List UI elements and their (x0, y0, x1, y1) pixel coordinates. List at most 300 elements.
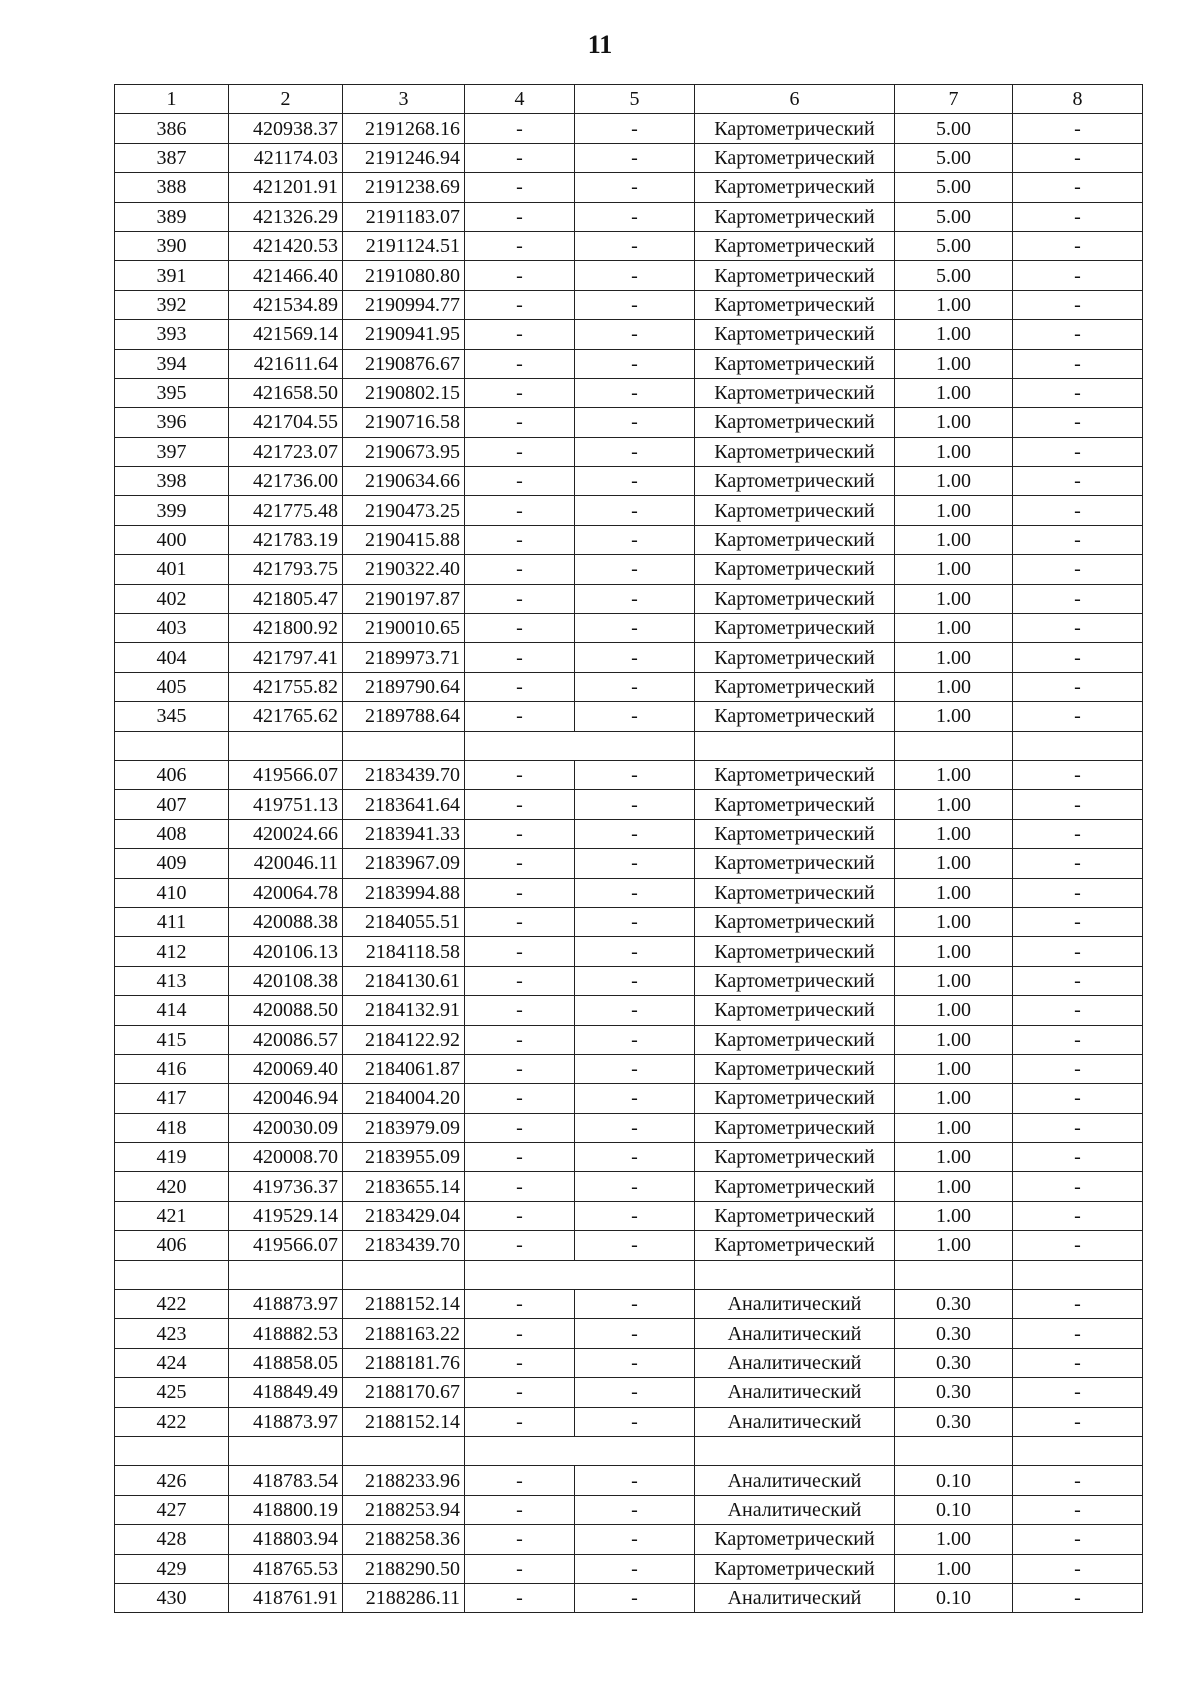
x-coordinate: 418858.05 (229, 1348, 343, 1377)
table-row (115, 1554, 1143, 1583)
x-coordinate: 418761.91 (229, 1583, 343, 1612)
method: Картометрический (695, 1113, 895, 1142)
col-4: - (465, 114, 575, 143)
table-row (115, 1290, 1143, 1319)
col-8: - (1013, 231, 1143, 260)
col-5: - (575, 1554, 695, 1583)
x-coordinate: 421723.07 (229, 437, 343, 466)
col-5: - (575, 907, 695, 936)
method: Картометрический (695, 114, 895, 143)
col-8: - (1013, 143, 1143, 172)
col-4: - (465, 1143, 575, 1172)
col-5: - (575, 966, 695, 995)
x-coordinate: 421466.40 (229, 261, 343, 290)
table-row (115, 1583, 1143, 1612)
y-coordinate: 2188170.67 (343, 1378, 465, 1407)
col-8: - (1013, 1525, 1143, 1554)
x-coordinate: 420008.70 (229, 1143, 343, 1172)
accuracy: 1.00 (895, 996, 1013, 1025)
accuracy: 1.00 (895, 760, 1013, 789)
x-coordinate: 419529.14 (229, 1201, 343, 1230)
accuracy: 1.00 (895, 290, 1013, 319)
x-coordinate: 420024.66 (229, 819, 343, 848)
col-5: - (575, 1348, 695, 1377)
table-row (115, 1054, 1143, 1083)
col-5: - (575, 437, 695, 466)
x-coordinate: 421174.03 (229, 143, 343, 172)
y-coordinate: 2191268.16 (343, 114, 465, 143)
point-number: 387 (115, 143, 229, 172)
method: Картометрический (695, 966, 895, 995)
col-4: - (465, 408, 575, 437)
accuracy: 1.00 (895, 1025, 1013, 1054)
col-4: - (465, 584, 575, 613)
col-5: - (575, 525, 695, 554)
accuracy: 1.00 (895, 907, 1013, 936)
y-coordinate: 2189788.64 (343, 702, 465, 731)
col-5: - (575, 143, 695, 172)
col-4: - (465, 1466, 575, 1495)
method: Картометрический (695, 231, 895, 260)
x-coordinate: 419566.07 (229, 1231, 343, 1260)
col-8: - (1013, 1172, 1143, 1201)
x-coordinate: 420088.50 (229, 996, 343, 1025)
point-number: 403 (115, 614, 229, 643)
method: Картометрический (695, 702, 895, 731)
accuracy: 1.00 (895, 878, 1013, 907)
method: Картометрический (695, 408, 895, 437)
x-coordinate: 420088.38 (229, 907, 343, 936)
column-header: 5 (575, 85, 695, 114)
method: Картометрический (695, 1143, 895, 1172)
method: Картометрический (695, 349, 895, 378)
x-coordinate: 418873.97 (229, 1407, 343, 1436)
col-4: - (465, 1348, 575, 1377)
method: Картометрический (695, 143, 895, 172)
x-coordinate: 420064.78 (229, 878, 343, 907)
y-coordinate: 2190634.66 (343, 467, 465, 496)
col-4: - (465, 643, 575, 672)
table-row (115, 349, 1143, 378)
method: Картометрический (695, 525, 895, 554)
method: Аналитический (695, 1407, 895, 1436)
col-8: - (1013, 1466, 1143, 1495)
col-5: - (575, 1054, 695, 1083)
col-5: - (575, 819, 695, 848)
table-row (115, 1201, 1143, 1230)
col-5: - (575, 290, 695, 319)
col-4: - (465, 1113, 575, 1142)
col-4: - (465, 849, 575, 878)
col-5: - (575, 1143, 695, 1172)
method: Аналитический (695, 1348, 895, 1377)
method: Картометрический (695, 996, 895, 1025)
x-coordinate: 418765.53 (229, 1554, 343, 1583)
table-row (115, 437, 1143, 466)
col-5: - (575, 937, 695, 966)
col-4: - (465, 525, 575, 554)
x-coordinate: 421775.48 (229, 496, 343, 525)
table-row (115, 996, 1143, 1025)
table-row (115, 760, 1143, 789)
y-coordinate: 2190941.95 (343, 320, 465, 349)
point-number: 407 (115, 790, 229, 819)
point-number: 386 (115, 114, 229, 143)
y-coordinate: 2190994.77 (343, 290, 465, 319)
table-row (115, 1231, 1143, 1260)
col-8: - (1013, 467, 1143, 496)
y-coordinate: 2184130.61 (343, 966, 465, 995)
y-coordinate: 2183979.09 (343, 1113, 465, 1142)
col-4: - (465, 1025, 575, 1054)
point-number: 399 (115, 496, 229, 525)
y-coordinate: 2190197.87 (343, 584, 465, 613)
x-coordinate: 421755.82 (229, 672, 343, 701)
col-8: - (1013, 672, 1143, 701)
col-5: - (575, 378, 695, 407)
col-8: - (1013, 1583, 1143, 1612)
separator-cell (895, 1260, 1013, 1289)
accuracy: 5.00 (895, 261, 1013, 290)
separator-cell (229, 731, 343, 760)
table-row (115, 584, 1143, 613)
method: Картометрический (695, 760, 895, 789)
accuracy: 1.00 (895, 966, 1013, 995)
method: Картометрический (695, 467, 895, 496)
method: Картометрический (695, 555, 895, 584)
x-coordinate: 418803.94 (229, 1525, 343, 1554)
col-8: - (1013, 261, 1143, 290)
col-5: - (575, 1172, 695, 1201)
col-8: - (1013, 1054, 1143, 1083)
col-4: - (465, 937, 575, 966)
col-4: - (465, 819, 575, 848)
accuracy: 1.00 (895, 1231, 1013, 1260)
point-number: 388 (115, 173, 229, 202)
accuracy: 1.00 (895, 437, 1013, 466)
col-4: - (465, 1554, 575, 1583)
x-coordinate: 421805.47 (229, 584, 343, 613)
separator-cell (115, 1436, 229, 1465)
table-row (115, 261, 1143, 290)
y-coordinate: 2188152.14 (343, 1407, 465, 1436)
col-4: - (465, 261, 575, 290)
method: Картометрический (695, 584, 895, 613)
col-4: - (465, 1319, 575, 1348)
separator-cell (229, 1436, 343, 1465)
x-coordinate: 421201.91 (229, 173, 343, 202)
accuracy: 1.00 (895, 408, 1013, 437)
y-coordinate: 2190322.40 (343, 555, 465, 584)
coordinates-table (114, 84, 1143, 1613)
col-5: - (575, 1583, 695, 1612)
accuracy: 1.00 (895, 555, 1013, 584)
method: Картометрический (695, 937, 895, 966)
header-row (115, 85, 1143, 114)
col-8: - (1013, 1407, 1143, 1436)
table-row (115, 1319, 1143, 1348)
accuracy: 1.00 (895, 1113, 1013, 1142)
col-4: - (465, 1525, 575, 1554)
accuracy: 1.00 (895, 467, 1013, 496)
col-8: - (1013, 584, 1143, 613)
col-5: - (575, 496, 695, 525)
y-coordinate: 2188163.22 (343, 1319, 465, 1348)
table-row (115, 202, 1143, 231)
x-coordinate: 421611.64 (229, 349, 343, 378)
y-coordinate: 2184055.51 (343, 907, 465, 936)
point-number: 428 (115, 1525, 229, 1554)
x-coordinate: 420106.13 (229, 937, 343, 966)
table-row (115, 114, 1143, 143)
point-number: 430 (115, 1583, 229, 1612)
table-row (115, 1172, 1143, 1201)
x-coordinate: 418783.54 (229, 1466, 343, 1495)
col-4: - (465, 1084, 575, 1113)
point-number: 395 (115, 378, 229, 407)
point-number: 393 (115, 320, 229, 349)
separator-cell (465, 731, 695, 760)
point-number: 404 (115, 643, 229, 672)
accuracy: 0.10 (895, 1583, 1013, 1612)
separator-cell (229, 1260, 343, 1289)
col-5: - (575, 349, 695, 378)
y-coordinate: 2191246.94 (343, 143, 465, 172)
y-coordinate: 2183941.33 (343, 819, 465, 848)
col-4: - (465, 1054, 575, 1083)
separator-row (115, 1260, 1143, 1289)
method: Аналитический (695, 1319, 895, 1348)
x-coordinate: 421704.55 (229, 408, 343, 437)
table-row (115, 1495, 1143, 1524)
col-5: - (575, 996, 695, 1025)
y-coordinate: 2191183.07 (343, 202, 465, 231)
separator-row (115, 1436, 1143, 1465)
table-row (115, 878, 1143, 907)
col-8: - (1013, 1143, 1143, 1172)
col-8: - (1013, 1025, 1143, 1054)
table-row (115, 143, 1143, 172)
point-number: 422 (115, 1407, 229, 1436)
col-8: - (1013, 1495, 1143, 1524)
y-coordinate: 2184122.92 (343, 1025, 465, 1054)
x-coordinate: 421569.14 (229, 320, 343, 349)
table-row (115, 790, 1143, 819)
table-row (115, 555, 1143, 584)
col-5: - (575, 1466, 695, 1495)
accuracy: 1.00 (895, 320, 1013, 349)
accuracy: 5.00 (895, 231, 1013, 260)
col-5: - (575, 643, 695, 672)
x-coordinate: 420086.57 (229, 1025, 343, 1054)
x-coordinate: 419751.13 (229, 790, 343, 819)
point-number: 423 (115, 1319, 229, 1348)
x-coordinate: 421793.75 (229, 555, 343, 584)
col-8: - (1013, 1113, 1143, 1142)
x-coordinate: 421765.62 (229, 702, 343, 731)
method: Картометрический (695, 1201, 895, 1230)
point-number: 345 (115, 702, 229, 731)
accuracy: 1.00 (895, 672, 1013, 701)
accuracy: 1.00 (895, 1525, 1013, 1554)
table-row (115, 378, 1143, 407)
point-number: 422 (115, 1290, 229, 1319)
y-coordinate: 2190802.15 (343, 378, 465, 407)
table-body (115, 114, 1143, 1613)
col-8: - (1013, 437, 1143, 466)
method: Картометрический (695, 378, 895, 407)
column-header: 1 (115, 85, 229, 114)
method: Картометрический (695, 290, 895, 319)
col-4: - (465, 1583, 575, 1612)
col-8: - (1013, 202, 1143, 231)
y-coordinate: 2190876.67 (343, 349, 465, 378)
x-coordinate: 421420.53 (229, 231, 343, 260)
method: Картометрический (695, 819, 895, 848)
method: Аналитический (695, 1583, 895, 1612)
point-number: 429 (115, 1554, 229, 1583)
x-coordinate: 418873.97 (229, 1290, 343, 1319)
x-coordinate: 419566.07 (229, 760, 343, 789)
table-row (115, 1407, 1143, 1436)
x-coordinate: 421797.41 (229, 643, 343, 672)
separator-row (115, 731, 1143, 760)
col-8: - (1013, 1231, 1143, 1260)
table-row (115, 1143, 1143, 1172)
col-4: - (465, 320, 575, 349)
table-row (115, 1348, 1143, 1377)
method: Картометрический (695, 643, 895, 672)
table-row (115, 1466, 1143, 1495)
col-5: - (575, 790, 695, 819)
col-5: - (575, 1084, 695, 1113)
col-5: - (575, 261, 695, 290)
accuracy: 1.00 (895, 1143, 1013, 1172)
accuracy: 1.00 (895, 849, 1013, 878)
column-header: 7 (895, 85, 1013, 114)
col-8: - (1013, 1319, 1143, 1348)
col-5: - (575, 1113, 695, 1142)
col-5: - (575, 1495, 695, 1524)
method: Аналитический (695, 1290, 895, 1319)
col-8: - (1013, 966, 1143, 995)
method: Картометрический (695, 1054, 895, 1083)
col-8: - (1013, 1348, 1143, 1377)
y-coordinate: 2183655.14 (343, 1172, 465, 1201)
accuracy: 1.00 (895, 819, 1013, 848)
col-8: - (1013, 173, 1143, 202)
table-row (115, 496, 1143, 525)
method: Картометрический (695, 614, 895, 643)
accuracy: 0.30 (895, 1378, 1013, 1407)
point-number: 427 (115, 1495, 229, 1524)
col-4: - (465, 378, 575, 407)
separator-cell (695, 731, 895, 760)
separator-cell (1013, 1436, 1143, 1465)
point-number: 396 (115, 408, 229, 437)
method: Картометрический (695, 437, 895, 466)
col-8: - (1013, 907, 1143, 936)
col-4: - (465, 1231, 575, 1260)
col-4: - (465, 907, 575, 936)
col-5: - (575, 555, 695, 584)
table-row (115, 231, 1143, 260)
y-coordinate: 2188152.14 (343, 1290, 465, 1319)
col-4: - (465, 996, 575, 1025)
table-row (115, 702, 1143, 731)
table-row (115, 643, 1143, 672)
x-coordinate: 421783.19 (229, 525, 343, 554)
accuracy: 1.00 (895, 790, 1013, 819)
x-coordinate: 421658.50 (229, 378, 343, 407)
separator-cell (343, 1260, 465, 1289)
col-8: - (1013, 937, 1143, 966)
table-row (115, 672, 1143, 701)
method: Картометрический (695, 1084, 895, 1113)
point-number: 391 (115, 261, 229, 290)
x-coordinate: 419736.37 (229, 1172, 343, 1201)
column-header: 8 (1013, 85, 1143, 114)
point-number: 416 (115, 1054, 229, 1083)
method: Аналитический (695, 1495, 895, 1524)
point-number: 406 (115, 1231, 229, 1260)
col-4: - (465, 672, 575, 701)
accuracy: 0.30 (895, 1407, 1013, 1436)
col-8: - (1013, 320, 1143, 349)
separator-cell (115, 731, 229, 760)
x-coordinate: 418882.53 (229, 1319, 343, 1348)
method: Картометрический (695, 1025, 895, 1054)
method: Аналитический (695, 1466, 895, 1495)
table-row (115, 614, 1143, 643)
col-5: - (575, 1025, 695, 1054)
point-number: 400 (115, 525, 229, 554)
method: Картометрический (695, 261, 895, 290)
col-8: - (1013, 1084, 1143, 1113)
method: Картометрический (695, 1525, 895, 1554)
col-8: - (1013, 1554, 1143, 1583)
accuracy: 1.00 (895, 584, 1013, 613)
point-number: 413 (115, 966, 229, 995)
table-row (115, 1084, 1143, 1113)
x-coordinate: 418800.19 (229, 1495, 343, 1524)
y-coordinate: 2190716.58 (343, 408, 465, 437)
col-5: - (575, 1319, 695, 1348)
method: Картометрический (695, 790, 895, 819)
point-number: 390 (115, 231, 229, 260)
col-8: - (1013, 525, 1143, 554)
column-header: 2 (229, 85, 343, 114)
table-row (115, 1025, 1143, 1054)
col-4: - (465, 966, 575, 995)
point-number: 401 (115, 555, 229, 584)
method: Картометрический (695, 878, 895, 907)
x-coordinate: 420108.38 (229, 966, 343, 995)
point-number: 411 (115, 907, 229, 936)
separator-cell (695, 1260, 895, 1289)
accuracy: 1.00 (895, 1201, 1013, 1230)
col-5: - (575, 114, 695, 143)
accuracy: 1.00 (895, 1084, 1013, 1113)
col-4: - (465, 1378, 575, 1407)
table-row (115, 937, 1143, 966)
x-coordinate: 420938.37 (229, 114, 343, 143)
col-5: - (575, 849, 695, 878)
col-5: - (575, 614, 695, 643)
accuracy: 1.00 (895, 1054, 1013, 1083)
accuracy: 0.30 (895, 1319, 1013, 1348)
x-coordinate: 421800.92 (229, 614, 343, 643)
